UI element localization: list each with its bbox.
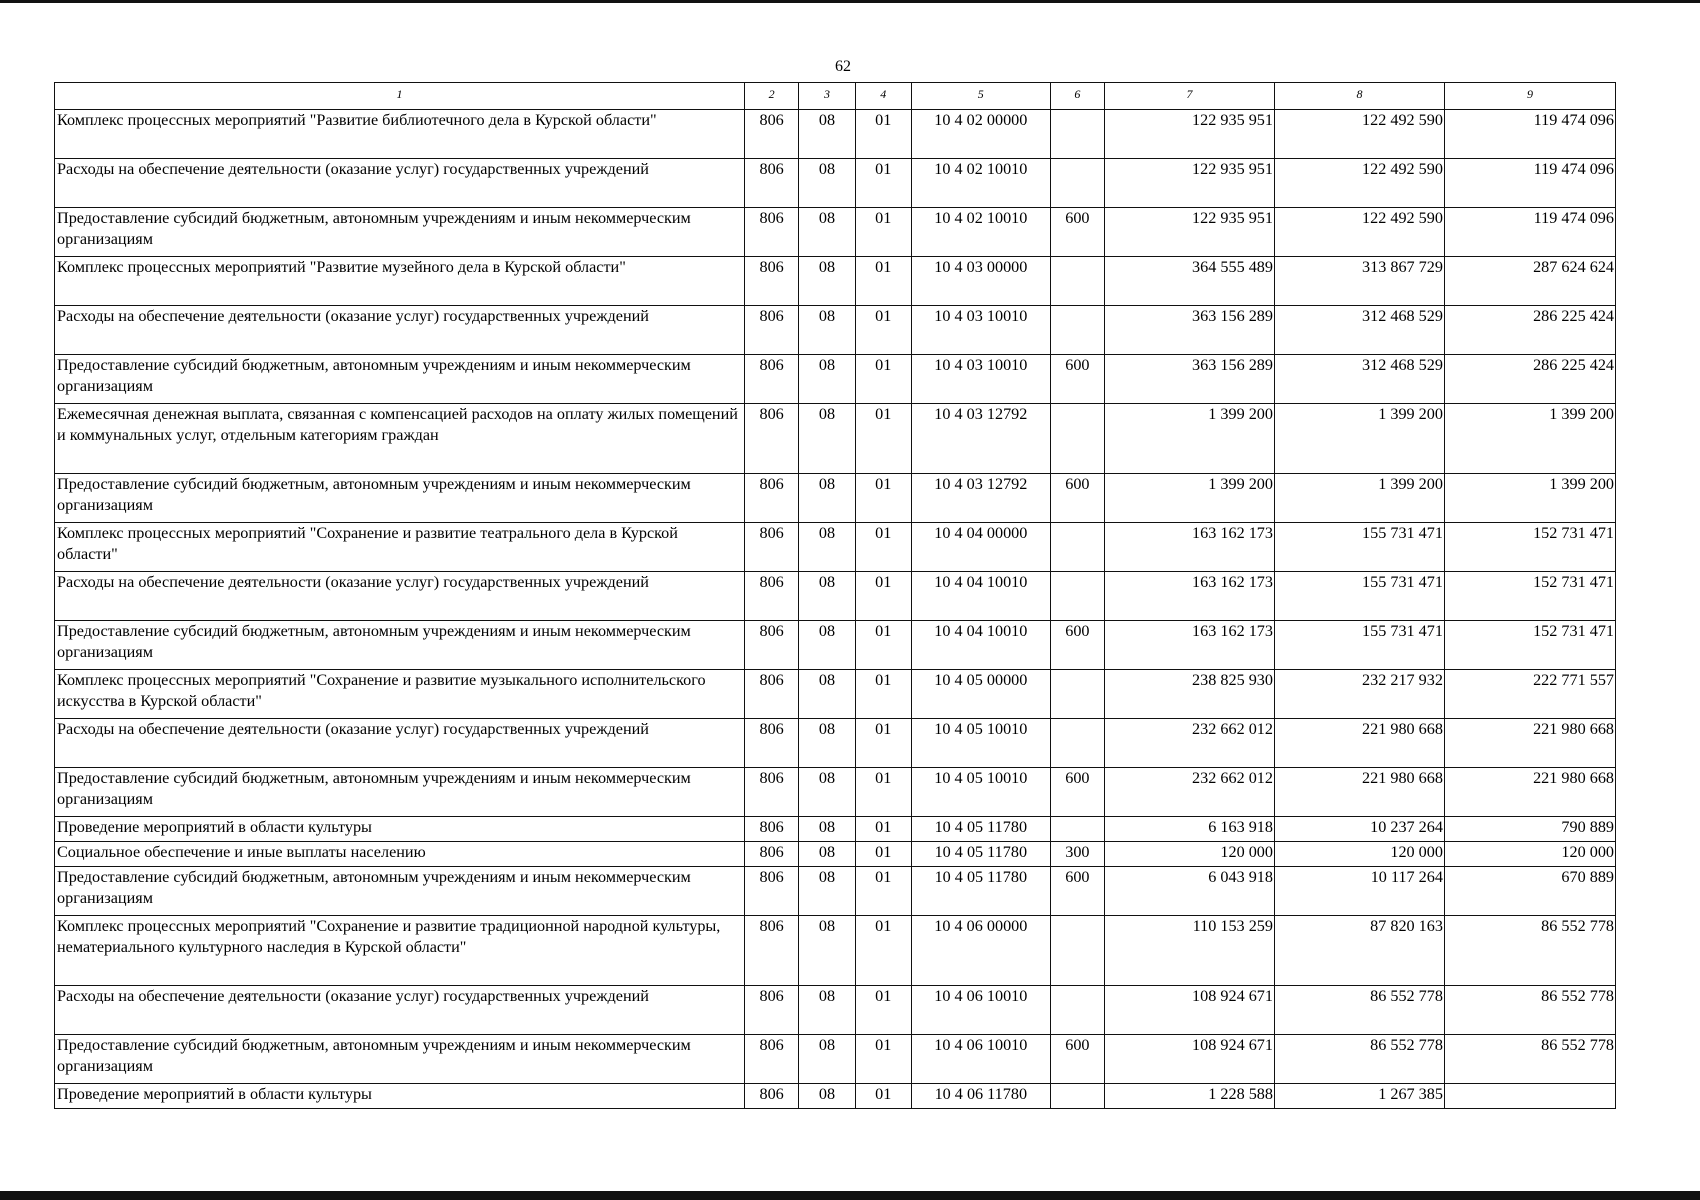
code-cell: 01	[855, 621, 911, 670]
target-code-cell: 10 4 03 10010	[911, 355, 1050, 404]
amount-cell: 152 731 471	[1444, 621, 1615, 670]
code-cell: 08	[799, 572, 855, 621]
code-cell: 806	[744, 621, 798, 670]
amount-cell: 286 225 424	[1444, 306, 1615, 355]
code-cell: 08	[799, 670, 855, 719]
table-row	[55, 110, 1616, 159]
expense-type-cell	[1050, 159, 1104, 208]
target-code-cell: 10 4 05 11780	[911, 842, 1050, 867]
amount-cell: 152 731 471	[1444, 572, 1615, 621]
code-cell: 806	[744, 523, 798, 572]
table-row	[55, 572, 1616, 621]
code-cell: 01	[855, 474, 911, 523]
column-header: 6	[1050, 83, 1104, 110]
amount-cell: 155 731 471	[1274, 572, 1444, 621]
row-name-cell: Комплекс процессных мероприятий "Сохранение и развитие традиционной народной культуры, нематериального культурного наследия в Курской области"	[55, 916, 745, 986]
code-cell: 08	[799, 523, 855, 572]
target-code-cell: 10 4 05 10010	[911, 719, 1050, 768]
row-name-cell: Расходы на обеспечение деятельности (оказание услуг) государственных учреждений	[55, 572, 745, 621]
target-code-cell: 10 4 06 00000	[911, 916, 1050, 986]
expense-type-cell	[1050, 916, 1104, 986]
target-code-cell: 10 4 04 10010	[911, 572, 1050, 621]
expense-type-cell	[1050, 817, 1104, 842]
amount-cell: 1 399 200	[1444, 474, 1615, 523]
code-cell: 08	[799, 208, 855, 257]
table-row	[55, 355, 1616, 404]
expense-type-cell: 600	[1050, 867, 1104, 916]
amount-cell: 120 000	[1274, 842, 1444, 867]
amount-cell: 670 889	[1444, 867, 1615, 916]
code-cell: 08	[799, 621, 855, 670]
expense-type-cell: 600	[1050, 208, 1104, 257]
row-name-cell: Предоставление субсидий бюджетным, автономным учреждениям и иным некоммерческим организациям	[55, 355, 745, 404]
amount-cell: 1 228 588	[1105, 1084, 1275, 1109]
code-cell: 806	[744, 257, 798, 306]
table-row	[55, 404, 1616, 474]
amount-cell: 122 492 590	[1274, 159, 1444, 208]
amount-cell: 120 000	[1105, 842, 1275, 867]
code-cell: 01	[855, 842, 911, 867]
expense-type-cell: 600	[1050, 768, 1104, 817]
code-cell: 01	[855, 355, 911, 404]
code-cell: 806	[744, 572, 798, 621]
target-code-cell: 10 4 06 11780	[911, 1084, 1050, 1109]
page-number: 62	[835, 58, 851, 75]
code-cell: 08	[799, 1084, 855, 1109]
amount-cell: 119 474 096	[1444, 208, 1615, 257]
target-code-cell: 10 4 02 10010	[911, 159, 1050, 208]
expense-type-cell: 600	[1050, 355, 1104, 404]
amount-cell: 238 825 930	[1105, 670, 1275, 719]
row-name-cell: Ежемесячная денежная выплата, связанная с компенсацией расходов на оплату жилых помещений и коммунальных услуг, отдельным категориям граждан	[55, 404, 745, 474]
code-cell: 806	[744, 306, 798, 355]
code-cell: 806	[744, 670, 798, 719]
table-row	[55, 257, 1616, 306]
table-row	[55, 842, 1616, 867]
table-row	[55, 867, 1616, 916]
amount-cell: 122 492 590	[1274, 208, 1444, 257]
code-cell: 01	[855, 768, 911, 817]
code-cell: 08	[799, 159, 855, 208]
amount-cell: 110 153 259	[1105, 916, 1275, 986]
expense-type-cell: 600	[1050, 474, 1104, 523]
amount-cell: 163 162 173	[1105, 523, 1275, 572]
row-name-cell: Социальное обеспечение и иные выплаты населению	[55, 842, 745, 867]
code-cell: 01	[855, 404, 911, 474]
amount-cell: 313 867 729	[1274, 257, 1444, 306]
amount-cell: 108 924 671	[1105, 1035, 1275, 1084]
table-row	[55, 208, 1616, 257]
amount-cell: 790 889	[1444, 817, 1615, 842]
table-row	[55, 817, 1616, 842]
code-cell: 08	[799, 817, 855, 842]
code-cell: 08	[799, 257, 855, 306]
amount-cell: 1 399 200	[1105, 404, 1275, 474]
code-cell: 806	[744, 817, 798, 842]
code-cell: 01	[855, 670, 911, 719]
amount-cell: 1 399 200	[1105, 474, 1275, 523]
code-cell: 806	[744, 208, 798, 257]
table-row	[55, 719, 1616, 768]
table-row	[55, 523, 1616, 572]
amount-cell: 221 980 668	[1274, 719, 1444, 768]
expense-type-cell: 300	[1050, 842, 1104, 867]
target-code-cell: 10 4 06 10010	[911, 986, 1050, 1035]
amount-cell: 163 162 173	[1105, 572, 1275, 621]
column-header: 7	[1105, 83, 1275, 110]
target-code-cell: 10 4 05 11780	[911, 817, 1050, 842]
row-name-cell: Предоставление субсидий бюджетным, автономным учреждениям и иным некоммерческим организациям	[55, 768, 745, 817]
target-code-cell: 10 4 03 12792	[911, 474, 1050, 523]
amount-cell: 363 156 289	[1105, 306, 1275, 355]
amount-cell: 10 117 264	[1274, 867, 1444, 916]
code-cell: 806	[744, 842, 798, 867]
amount-cell: 86 552 778	[1444, 986, 1615, 1035]
amount-cell: 86 552 778	[1274, 986, 1444, 1035]
target-code-cell: 10 4 04 10010	[911, 621, 1050, 670]
code-cell: 01	[855, 986, 911, 1035]
code-cell: 08	[799, 110, 855, 159]
amount-cell: 108 924 671	[1105, 986, 1275, 1035]
code-cell: 806	[744, 355, 798, 404]
amount-cell	[1444, 1084, 1615, 1109]
code-cell: 08	[799, 768, 855, 817]
code-cell: 08	[799, 842, 855, 867]
target-code-cell: 10 4 05 10010	[911, 768, 1050, 817]
amount-cell: 119 474 096	[1444, 110, 1615, 159]
target-code-cell: 10 4 04 00000	[911, 523, 1050, 572]
code-cell: 806	[744, 916, 798, 986]
table-row	[55, 916, 1616, 986]
amount-cell: 312 468 529	[1274, 355, 1444, 404]
amount-cell: 232 662 012	[1105, 719, 1275, 768]
amount-cell: 6 043 918	[1105, 867, 1275, 916]
expense-type-cell	[1050, 404, 1104, 474]
column-header: 4	[855, 83, 911, 110]
row-name-cell: Проведение мероприятий в области культуры	[55, 1084, 745, 1109]
code-cell: 806	[744, 1084, 798, 1109]
code-cell: 01	[855, 1084, 911, 1109]
code-cell: 01	[855, 257, 911, 306]
table-row	[55, 474, 1616, 523]
amount-cell: 87 820 163	[1274, 916, 1444, 986]
expense-type-cell	[1050, 986, 1104, 1035]
amount-cell: 221 980 668	[1444, 768, 1615, 817]
table-row	[55, 1084, 1616, 1109]
scan-border-top	[0, 0, 1700, 3]
table-row	[55, 1035, 1616, 1084]
code-cell: 01	[855, 867, 911, 916]
code-cell: 08	[799, 355, 855, 404]
target-code-cell: 10 4 03 12792	[911, 404, 1050, 474]
amount-cell: 86 552 778	[1274, 1035, 1444, 1084]
expense-type-cell	[1050, 719, 1104, 768]
target-code-cell: 10 4 05 00000	[911, 670, 1050, 719]
code-cell: 01	[855, 1035, 911, 1084]
expense-type-cell: 600	[1050, 1035, 1104, 1084]
row-name-cell: Комплекс процессных мероприятий "Сохранение и развитие музыкального исполнительского искусства в Курской области"	[55, 670, 745, 719]
amount-cell: 86 552 778	[1444, 1035, 1615, 1084]
amount-cell: 119 474 096	[1444, 159, 1615, 208]
table-row	[55, 159, 1616, 208]
table-row	[55, 670, 1616, 719]
expense-type-cell	[1050, 1084, 1104, 1109]
code-cell: 01	[855, 719, 911, 768]
code-cell: 01	[855, 523, 911, 572]
amount-cell: 312 468 529	[1274, 306, 1444, 355]
expense-type-cell	[1050, 110, 1104, 159]
amount-cell: 122 492 590	[1274, 110, 1444, 159]
code-cell: 806	[744, 867, 798, 916]
expense-type-cell	[1050, 670, 1104, 719]
code-cell: 01	[855, 572, 911, 621]
code-cell: 08	[799, 404, 855, 474]
code-cell: 08	[799, 986, 855, 1035]
amount-cell: 1 267 385	[1274, 1084, 1444, 1109]
code-cell: 01	[855, 817, 911, 842]
amount-cell: 1 399 200	[1274, 474, 1444, 523]
row-name-cell: Расходы на обеспечение деятельности (оказание услуг) государственных учреждений	[55, 719, 745, 768]
amount-cell: 86 552 778	[1444, 916, 1615, 986]
budget-table	[54, 82, 1616, 1109]
column-header: 1	[55, 83, 745, 110]
row-name-cell: Расходы на обеспечение деятельности (оказание услуг) государственных учреждений	[55, 306, 745, 355]
row-name-cell: Комплекс процессных мероприятий "Развитие музейного дела в Курской области"	[55, 257, 745, 306]
row-name-cell: Предоставление субсидий бюджетным, автономным учреждениям и иным некоммерческим организациям	[55, 867, 745, 916]
amount-cell: 6 163 918	[1105, 817, 1275, 842]
table-body	[55, 110, 1616, 1109]
row-name-cell: Комплекс процессных мероприятий "Сохранение и развитие театрального дела в Курской области"	[55, 523, 745, 572]
column-header: 2	[744, 83, 798, 110]
code-cell: 806	[744, 110, 798, 159]
column-header: 3	[799, 83, 855, 110]
amount-cell: 222 771 557	[1444, 670, 1615, 719]
target-code-cell: 10 4 05 11780	[911, 867, 1050, 916]
code-cell: 08	[799, 916, 855, 986]
column-header: 9	[1444, 83, 1615, 110]
column-header: 8	[1274, 83, 1444, 110]
amount-cell: 286 225 424	[1444, 355, 1615, 404]
table-row	[55, 306, 1616, 355]
code-cell: 08	[799, 867, 855, 916]
table-row	[55, 986, 1616, 1035]
expense-type-cell: 600	[1050, 621, 1104, 670]
code-cell: 806	[744, 719, 798, 768]
code-cell: 08	[799, 306, 855, 355]
row-name-cell: Предоставление субсидий бюджетным, автономным учреждениям и иным некоммерческим организациям	[55, 474, 745, 523]
amount-cell: 152 731 471	[1444, 523, 1615, 572]
target-code-cell: 10 4 02 10010	[911, 208, 1050, 257]
code-cell: 01	[855, 208, 911, 257]
amount-cell: 1 399 200	[1444, 404, 1615, 474]
code-cell: 806	[744, 404, 798, 474]
amount-cell: 363 156 289	[1105, 355, 1275, 404]
amount-cell: 163 162 173	[1105, 621, 1275, 670]
expense-type-cell	[1050, 523, 1104, 572]
amount-cell: 10 237 264	[1274, 817, 1444, 842]
column-header: 5	[911, 83, 1050, 110]
code-cell: 08	[799, 719, 855, 768]
amount-cell: 232 217 932	[1274, 670, 1444, 719]
scan-border-bottom	[0, 1191, 1700, 1200]
amount-cell: 122 935 951	[1105, 159, 1275, 208]
code-cell: 806	[744, 1035, 798, 1084]
target-code-cell: 10 4 02 00000	[911, 110, 1050, 159]
amount-cell: 122 935 951	[1105, 208, 1275, 257]
code-cell: 01	[855, 110, 911, 159]
table-row	[55, 621, 1616, 670]
row-name-cell: Предоставление субсидий бюджетным, автономным учреждениям и иным некоммерческим организациям	[55, 1035, 745, 1084]
code-cell: 01	[855, 916, 911, 986]
expense-type-cell	[1050, 257, 1104, 306]
expense-type-cell	[1050, 306, 1104, 355]
target-code-cell: 10 4 03 00000	[911, 257, 1050, 306]
row-name-cell: Расходы на обеспечение деятельности (оказание услуг) государственных учреждений	[55, 159, 745, 208]
amount-cell: 120 000	[1444, 842, 1615, 867]
target-code-cell: 10 4 03 10010	[911, 306, 1050, 355]
code-cell: 806	[744, 159, 798, 208]
row-name-cell: Расходы на обеспечение деятельности (оказание услуг) государственных учреждений	[55, 986, 745, 1035]
amount-cell: 155 731 471	[1274, 621, 1444, 670]
amount-cell: 364 555 489	[1105, 257, 1275, 306]
code-cell: 806	[744, 768, 798, 817]
column-number-row	[55, 83, 1616, 110]
code-cell: 806	[744, 474, 798, 523]
code-cell: 08	[799, 1035, 855, 1084]
row-name-cell: Предоставление субсидий бюджетным, автономным учреждениям и иным некоммерческим организациям	[55, 621, 745, 670]
expense-type-cell	[1050, 572, 1104, 621]
code-cell: 806	[744, 986, 798, 1035]
amount-cell: 122 935 951	[1105, 110, 1275, 159]
amount-cell: 221 980 668	[1274, 768, 1444, 817]
target-code-cell: 10 4 06 10010	[911, 1035, 1050, 1084]
amount-cell: 221 980 668	[1444, 719, 1615, 768]
table-row	[55, 768, 1616, 817]
amount-cell: 155 731 471	[1274, 523, 1444, 572]
code-cell: 01	[855, 159, 911, 208]
code-cell: 01	[855, 306, 911, 355]
row-name-cell: Проведение мероприятий в области культуры	[55, 817, 745, 842]
row-name-cell: Предоставление субсидий бюджетным, автономным учреждениям и иным некоммерческим организациям	[55, 208, 745, 257]
amount-cell: 287 624 624	[1444, 257, 1615, 306]
amount-cell: 1 399 200	[1274, 404, 1444, 474]
amount-cell: 232 662 012	[1105, 768, 1275, 817]
row-name-cell: Комплекс процессных мероприятий "Развитие библиотечного дела в Курской области"	[55, 110, 745, 159]
code-cell: 08	[799, 474, 855, 523]
